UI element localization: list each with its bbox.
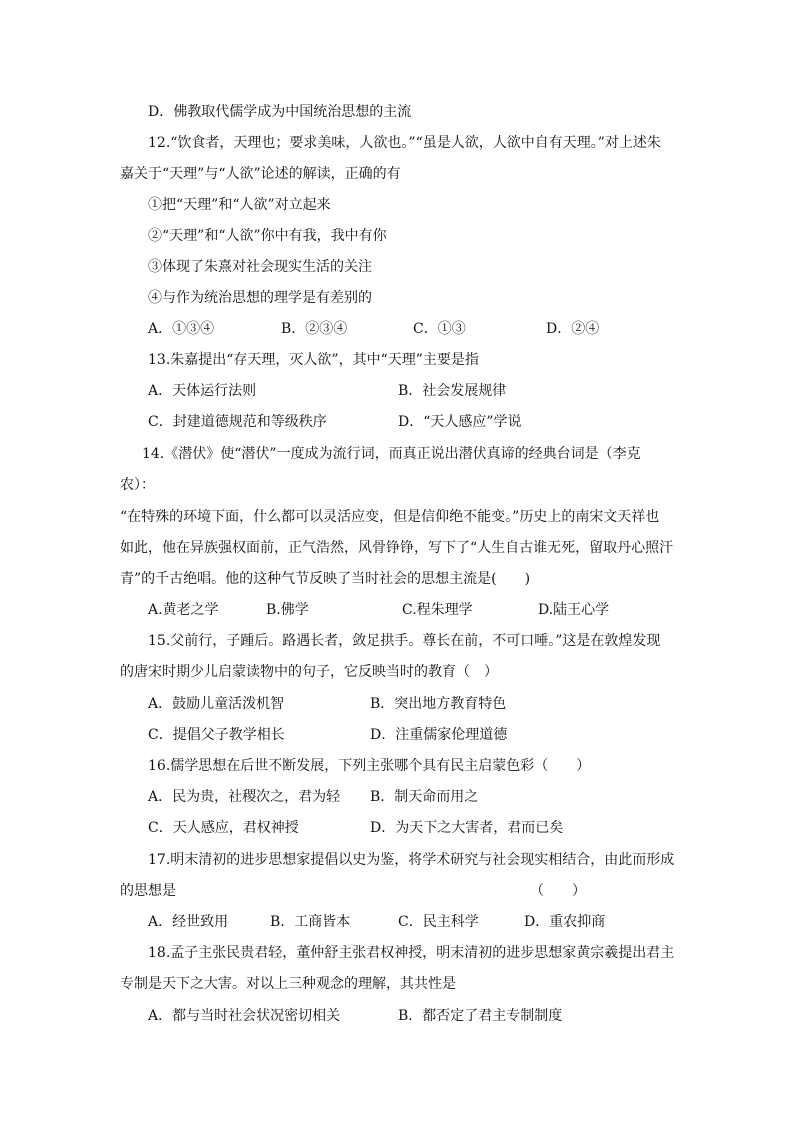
q13-stem: 13.朱嘉提出“存天理，灭人欲”，其中“天理”主要是指 <box>148 352 479 368</box>
q12-item-4: ④与作为统治思想的理学是有差别的 <box>148 290 372 306</box>
q17-stem-line1: 17.明末清初的进步思想家提倡以史为鉴，将学术研究与社会现实相结合，由此而形成 <box>148 852 675 868</box>
q16-option-b[interactable]: B．制天命而用之 <box>370 789 479 805</box>
q14-option-c[interactable]: C.程朱理学 <box>402 602 473 618</box>
q17-stem-line2: 的思想是 <box>120 883 176 899</box>
q12-item-1: ①把“天理”和“人欲”对立起来 <box>148 197 331 213</box>
q12-option-c[interactable]: C．①③ <box>413 321 466 337</box>
q14-option-d[interactable]: D.陆王心学 <box>538 602 610 618</box>
q12-option-b[interactable]: B．②③④ <box>281 321 348 337</box>
q18-stem-line2: 专制是天下之大害。对以上三种观念的理解，其共性是 <box>120 976 456 992</box>
q15-option-d[interactable]: D．注重儒家伦理道德 <box>370 727 508 743</box>
q13-option-d[interactable]: D．“天人感应”学说 <box>398 414 522 430</box>
q15-stem-line1: 15.父前行，子踵后。路遇长者，敛足拱手。尊长在前，不可口唾。”这是在敦煌发现 <box>148 633 661 649</box>
q18-stem-line1: 18.孟子主张民贵君轻，董仲舒主张君权神授，明末清初的进步思想家黄宗羲提出君主 <box>148 945 675 961</box>
q15-stem-line2: 的唐宋时期少儿启蒙读物中的句子，它反映当时的教育（ ） <box>120 664 498 680</box>
q16-option-c[interactable]: C．天人感应，君权神授 <box>148 820 299 836</box>
q11-option-d: D．佛教取代儒学成为中国统治思想的主流 <box>148 104 412 120</box>
q16-option-a[interactable]: A．民为贵，社稷次之，君为轻 <box>148 789 341 805</box>
q17-option-a[interactable]: A．经世致用 <box>148 914 229 930</box>
q14-stem-line2: 农）： <box>120 477 155 493</box>
q16-stem: 16.儒学思想在后世不断发展，下列主张哪个具有民主启蒙色彩（ ） <box>148 758 591 774</box>
q12-stem-line1: 12.“饮食者，天理也；要求美味，人欲也。”“虽是人欲，人欲中自有天理。”对上述朱 <box>148 135 661 151</box>
q17-option-d[interactable]: D．重农抑商 <box>524 914 606 930</box>
q14-option-a[interactable]: A.黄老之学 <box>148 602 219 618</box>
q12-item-3: ③体现了朱熹对社会现实生活的关注 <box>148 259 372 275</box>
q12-option-a[interactable]: A．①③④ <box>148 321 215 337</box>
q15-option-b[interactable]: B．突出地方教育特色 <box>370 696 507 712</box>
q15-option-a[interactable]: A．鼓励儿童活泼机智 <box>148 696 285 712</box>
q14-stem-line3: “在特殊的环境下面，什么都可以灵活应变，但是信仰绝不能变。”历史上的南宋文天祥也 <box>120 509 660 525</box>
q12-stem-line2: 嘉关于“天理”与“人欲”论述的解读，正确的有 <box>120 166 401 182</box>
q14-option-b[interactable]: B.佛学 <box>266 602 309 618</box>
q15-option-c[interactable]: C．提倡父子教学相长 <box>148 727 285 743</box>
q12-item-2: ②“天理”和“人欲”你中有我，我中有你 <box>148 228 387 244</box>
q14-stem-line5: 青”的千古绝唱。他的这种气节反映了当时社会的思想主流是( ) <box>120 571 531 587</box>
q14-stem-line4: 如此，他在异族强权面前，正气浩然，风骨铮铮，写下了“人生自古谁无死，留取丹心照汗 <box>120 540 674 556</box>
q13-option-b[interactable]: B．社会发展规律 <box>398 383 507 399</box>
q18-option-a[interactable]: A．都与当时社会状况密切相关 <box>148 1008 341 1024</box>
q16-option-d[interactable]: D．为天下之大害者，君而已矣 <box>370 820 564 836</box>
q17-answer-paren: （ ） <box>530 883 586 899</box>
q17-option-b[interactable]: B．工商皆本 <box>270 914 351 930</box>
q13-option-a[interactable]: A．天体运行法则 <box>148 383 257 399</box>
q13-option-c[interactable]: C．封建道德规范和等级秩序 <box>148 414 327 430</box>
q18-option-b[interactable]: B．都否定了君主专制制度 <box>398 1008 563 1024</box>
q14-stem-line1: 14.《潜伏》使“潜伏”一度成为流行词，而真正说出潜伏真谛的经典台词是（李克 <box>142 446 641 462</box>
q12-option-d[interactable]: D．②④ <box>546 321 600 337</box>
q17-option-c[interactable]: C．民主科学 <box>398 914 479 930</box>
